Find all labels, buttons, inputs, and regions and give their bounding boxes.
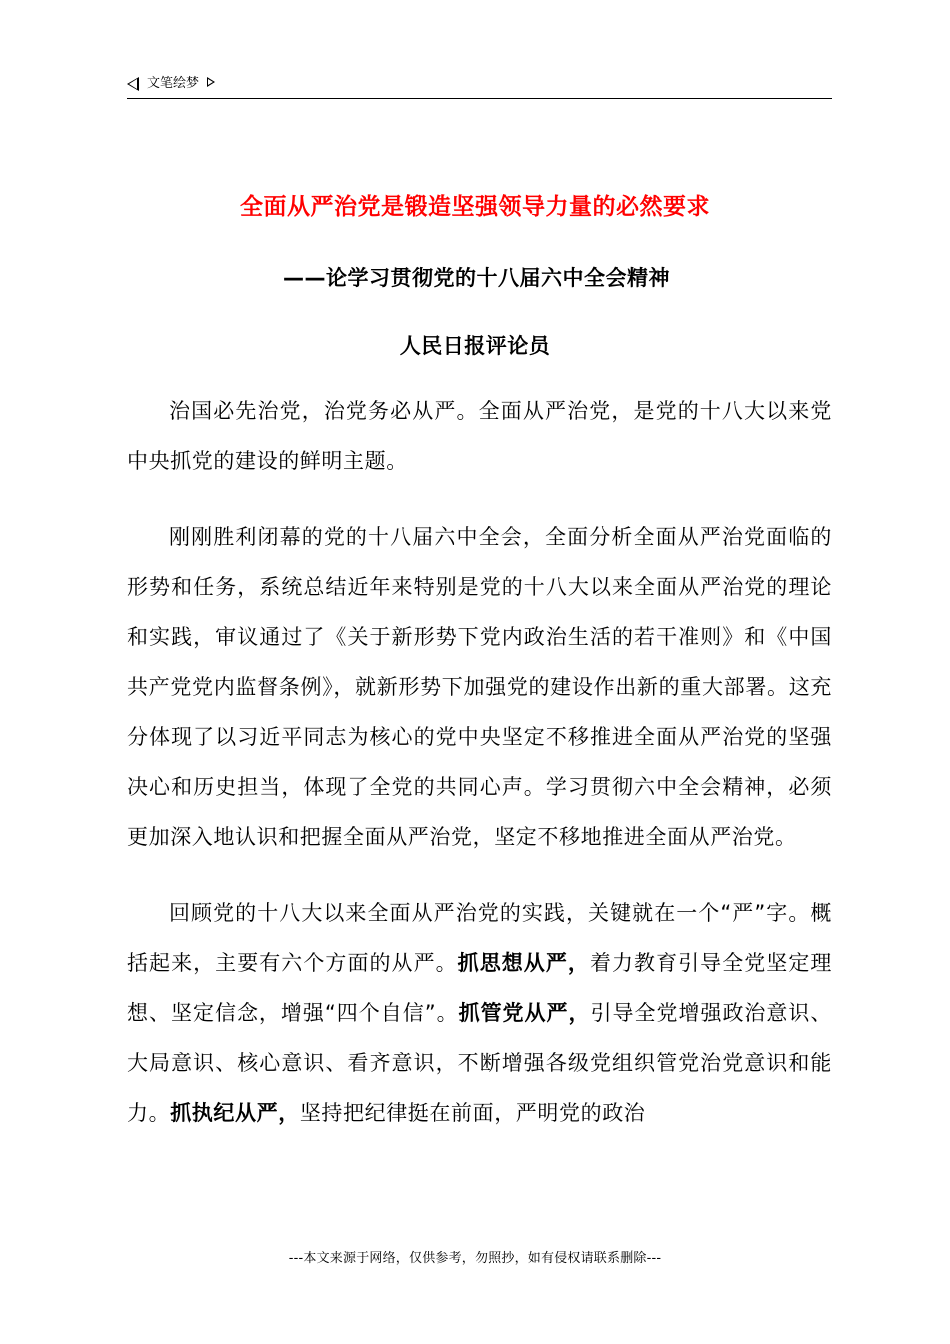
paragraph-2: 刚刚胜利闭幕的党的十八届六中全会，全面分析全面从严治党面临的形势和任务，系统总结近年来特别是党的十八大以来全面从严治党的理论和实践，审议通过了《关于新形势下党内政治生活的若干准则》和《中国共产党党内监督条例》，就新形势下加强党的建设作出新的重大部署。这充分体现了以习近平同志为核心的党中央坚定不移推进全面从严治党的坚强决心和历史担当，体现了全党的共同心声。学习贯彻六中全会精神，必须更加深入地认识和把握全面从严治党，坚定不移地推进全面从严治党。 [127,525,832,849]
header-brand-group [127,76,215,92]
page-header [127,72,832,99]
header-brand: 文笔绘梦 [147,76,200,91]
paragraph-3-text-3: 坚持把纪律挺在前面，严明党的政治 [299,1101,646,1125]
paragraph-3-text-2: 引导全党增强政治意识、大局意识、核心意识、看齐意识，不断增强各级党组织管党治党意识和能力。 [127,1001,832,1125]
paragraph-3-bold-1: 抓思想从严， [457,951,590,975]
paragraph-3-text-1: 着力教育引导全党坚定理想、坚定信念，增强“四个自信”。 [127,951,832,1025]
paragraph-3-bold-2: 抓管党从严， [458,1001,591,1025]
document-body [127,386,832,1164]
document-title: 全面从严治党是锻造坚强领导力量的必然要求 [240,194,710,220]
triangle-right-icon [207,77,215,87]
paragraph-1: 治国必先治党，治党务必从严。全面从严治党，是党的十八大以来党中央抓党的建设的鲜明主题。 [127,399,832,473]
document-subtitle: ——论学习贯彻党的十八届六中全会精神 [283,266,670,290]
paragraph-3 [127,888,832,1138]
page-footer: ---本文来源于网络，仅供参考，勿照抄，如有侵权请联系删除--- [288,1251,662,1266]
document-author: 人民日报评论员 [399,334,551,358]
paragraph-3-intro: 回顾党的十八大以来全面从严治党的实践，关键就在一个“严”字。概括起来，主要有六个方面的从严。 [127,901,832,975]
triangle-left-icon [127,77,139,91]
paragraph-3-bold-3: 抓执纪从严， [170,1101,300,1125]
